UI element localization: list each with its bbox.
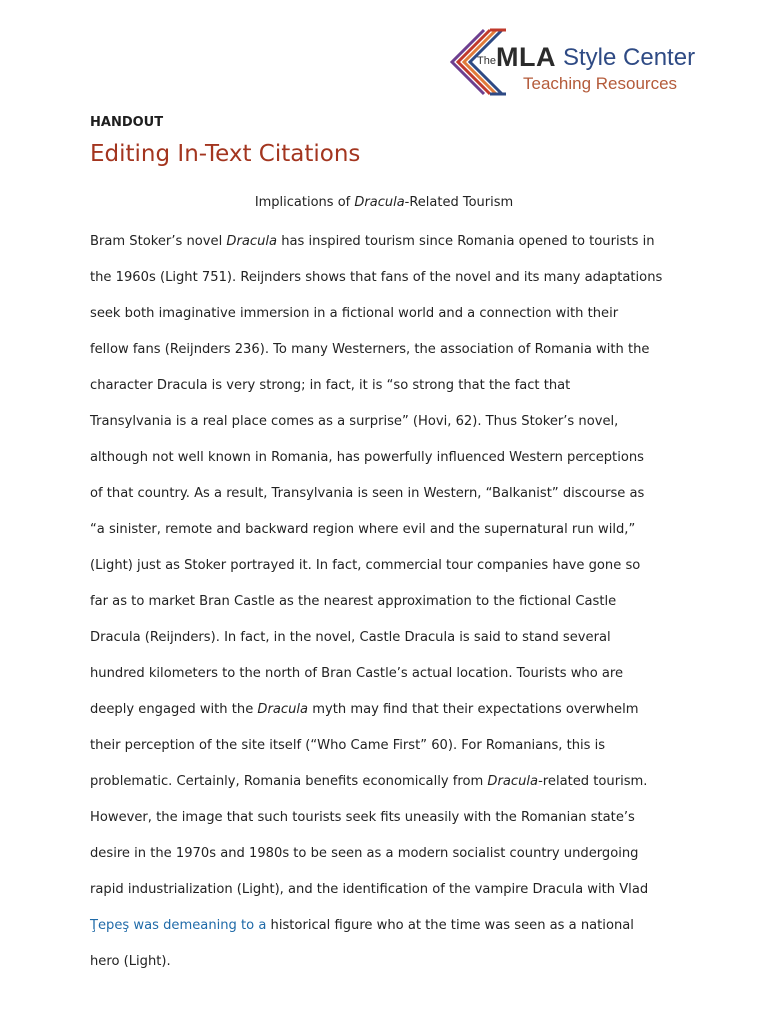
logo-teaching-resources-text: Teaching Resources — [523, 74, 678, 93]
essay-title-italic: Dracula — [354, 195, 405, 210]
essay-line — [90, 296, 690, 332]
essay-line — [90, 872, 690, 908]
essay-title — [0, 195, 768, 210]
text-run: hundred kilometers to the north of Bran Castle’s actual location. Tourists who are — [90, 666, 624, 681]
text-run: the 1960s (Light 751). Reijnders shows that fans of the novel and its many adaptations — [90, 270, 663, 285]
handout-label: HANDOUT — [90, 115, 164, 130]
text-run: However, the image that such tourists seek fits uneasily with the Romanian state’s — [90, 810, 635, 825]
text-run: -related tourism. — [538, 774, 648, 789]
text-run: far as to market Bran Castle as the nearest approximation to the fictional Castle — [90, 594, 617, 609]
essay-line — [90, 800, 690, 836]
page-title: Editing In-Text Citations — [90, 141, 361, 167]
text-run: problematic. Certainly, Romania benefits economically from — [90, 774, 488, 789]
text-run: hero (Light). — [90, 954, 171, 969]
logo-mla-text: MLA — [496, 42, 556, 72]
logo-the-text: The — [477, 55, 496, 67]
mla-style-center-logo — [450, 22, 710, 102]
text-run: desire in the 1970s and 1980s to be seen as a modern socialist country undergoing — [90, 846, 639, 861]
text-run: myth may find that their expectations overwhelm — [308, 702, 639, 717]
text-run: their perception of the site itself (“Who Came First” 60). For Romanians, this is — [90, 738, 606, 753]
text-run: “a sinister, remote and backward region where evil and the supernatural run wild,” — [90, 522, 636, 537]
highlighted-text: Ţepeş was demeaning to a — [90, 918, 267, 933]
italic-title-text: Dracula — [487, 774, 539, 789]
text-run: of that country. As a result, Transylvania is seen in Western, “Balkanist” discourse as — [90, 486, 645, 501]
text-run: seek both imaginative immersion in a fictional world and a connection with their — [90, 306, 619, 321]
text-run: Dracula (Reijnders). In fact, in the novel, Castle Dracula is said to stand several — [90, 630, 611, 645]
essay-line — [90, 944, 690, 980]
essay-line — [90, 512, 690, 548]
essay-body — [90, 224, 690, 980]
essay-line — [90, 692, 690, 728]
essay-line — [90, 368, 690, 404]
essay-line — [90, 836, 690, 872]
essay-line — [90, 584, 690, 620]
text-run: historical figure who at the time was seen as a national — [266, 918, 634, 933]
essay-line — [90, 404, 690, 440]
text-run: although not well known in Romania, has powerfully influenced Western perceptions — [90, 450, 644, 465]
essay-line — [90, 476, 690, 512]
essay-line — [90, 764, 690, 800]
essay-line — [90, 548, 690, 584]
essay-title-pre: Implications of — [254, 195, 355, 210]
text-run: rapid industrialization (Light), and the identification of the vampire Dracula with Vlad — [90, 882, 649, 897]
essay-line — [90, 260, 690, 296]
essay-line — [90, 620, 690, 656]
essay-title-post: -Related Tourism — [404, 195, 514, 210]
logo-style-center-text: Style Center — [563, 44, 696, 71]
italic-title-text: Dracula — [226, 234, 278, 249]
essay-line — [90, 656, 690, 692]
essay-line — [90, 728, 690, 764]
essay-line — [90, 908, 690, 944]
essay-line — [90, 440, 690, 476]
italic-title-text: Dracula — [257, 702, 309, 717]
text-run: fellow fans (Reijnders 236). To many Westerners, the association of Romania with the — [90, 342, 650, 357]
text-run: has inspired tourism since Romania opened to tourists in — [277, 234, 655, 249]
essay-line — [90, 224, 690, 260]
text-run: Transylvania is a real place comes as a surprise” (Hovi, 62). Thus Stoker’s novel, — [90, 414, 619, 429]
text-run: Bram Stoker’s novel — [90, 234, 227, 249]
text-run: character Dracula is very strong; in fact, it is “so strong that the fact that — [90, 378, 571, 393]
text-run: deeply engaged with the — [90, 702, 258, 717]
text-run: (Light) just as Stoker portrayed it. In fact, commercial tour companies have gone so — [90, 558, 641, 573]
essay-line — [90, 332, 690, 368]
